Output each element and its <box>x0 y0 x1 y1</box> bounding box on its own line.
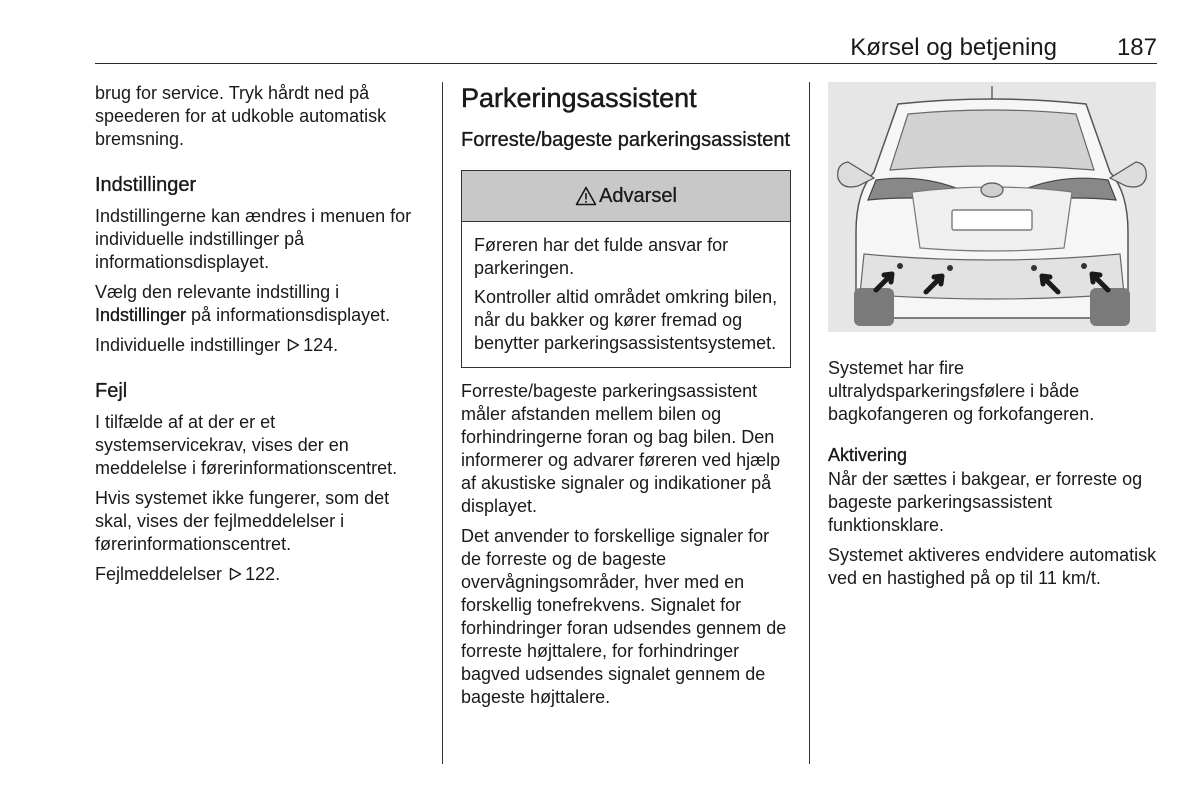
column-divider <box>442 82 443 764</box>
column-divider <box>809 82 810 764</box>
paragraph: Systemet har fire ultralydsparkeringsfølere i både bagkofangeren og forkofangeren. <box>828 358 1095 424</box>
rear-car-sensor-illustration <box>828 82 1156 332</box>
section-title: Kørsel og betjening <box>850 34 1057 61</box>
paragraph: I tilfælde af at der er et systemservicekrav, vises der en meddelelse i førerinformationscentret. <box>95 412 398 478</box>
paragraph: Fejlmeddelelser 122. <box>95 564 281 584</box>
warning-title: Advarsel <box>599 184 677 207</box>
column-middle <box>461 82 791 716</box>
paragraph: Forreste/bageste parkeringsassistent måler afstanden mellem bilen og forhindringerne foran og bag bilen. Den informerer og advarer føreren ved hjælp af akustiske signaler og indikationer på displayet. <box>461 381 781 516</box>
paragraph: Når der sættes i bakgear, er forreste og bageste parkeringsassistent funktionsklare. <box>828 469 1143 535</box>
warning-text: Kontroller altid området omkring bilen, når du bakker og kører fremad og benytter parkeringsassistentsystemet. <box>474 287 778 353</box>
page-reference[interactable]: 122. <box>245 564 281 584</box>
paragraph: Individuelle indstillinger 124. <box>95 335 339 355</box>
page-header <box>95 33 1157 64</box>
heading-settings: Indstillinger <box>95 174 197 196</box>
paragraph: Vælg den relevante indstilling i Indstillinger på informationsdisplayet. <box>95 282 391 325</box>
paragraph: Systemet aktiveres endvidere automatisk ved en hastighed på op til 11 km/t. <box>828 545 1157 588</box>
paragraph: Hvis systemet ikke fungerer, som det skal, vises der fejlmeddelelser i førerinformationscentret. <box>95 488 390 554</box>
reference-arrow-icon <box>229 567 242 581</box>
heading-front-rear-parking-assist: Forreste/bageste parkeringsassistent <box>461 129 791 151</box>
heading-error: Fejl <box>95 380 128 402</box>
paragraph: Det anvender to forskellige signaler for de forreste og de bageste overvågningsområder, hver med en forskellig tonefrekvens. Signalet for forhindringer foran udsendes gennem de forreste højttalere, for forhindringer bagved udsendes signalet gennem de bageste højttalere. <box>461 526 787 707</box>
warning-box <box>461 170 791 368</box>
menu-term: Indstillinger <box>95 305 187 325</box>
warning-body <box>462 222 790 367</box>
column-right <box>828 82 1158 597</box>
column-left <box>95 82 425 593</box>
warning-text: Føreren har det fulde ansvar for parkeringen. <box>474 235 729 278</box>
heading-parking-assist: Parkeringsassistent <box>461 83 697 113</box>
paragraph: brug for service. Tryk hårdt ned på speederen for at udkoble automatisk bremsning. <box>95 83 387 149</box>
page-reference[interactable]: 124. <box>303 335 339 355</box>
reference-arrow-icon <box>287 338 300 352</box>
paragraph: Indstillingerne kan ændres i menuen for individuelle indstillinger på informationsdisplayet. <box>95 206 412 272</box>
page-number: 187 <box>1116 34 1157 61</box>
warning-header <box>462 171 790 222</box>
warning-triangle-icon <box>575 186 597 206</box>
heading-activation: Aktivering <box>828 445 908 465</box>
